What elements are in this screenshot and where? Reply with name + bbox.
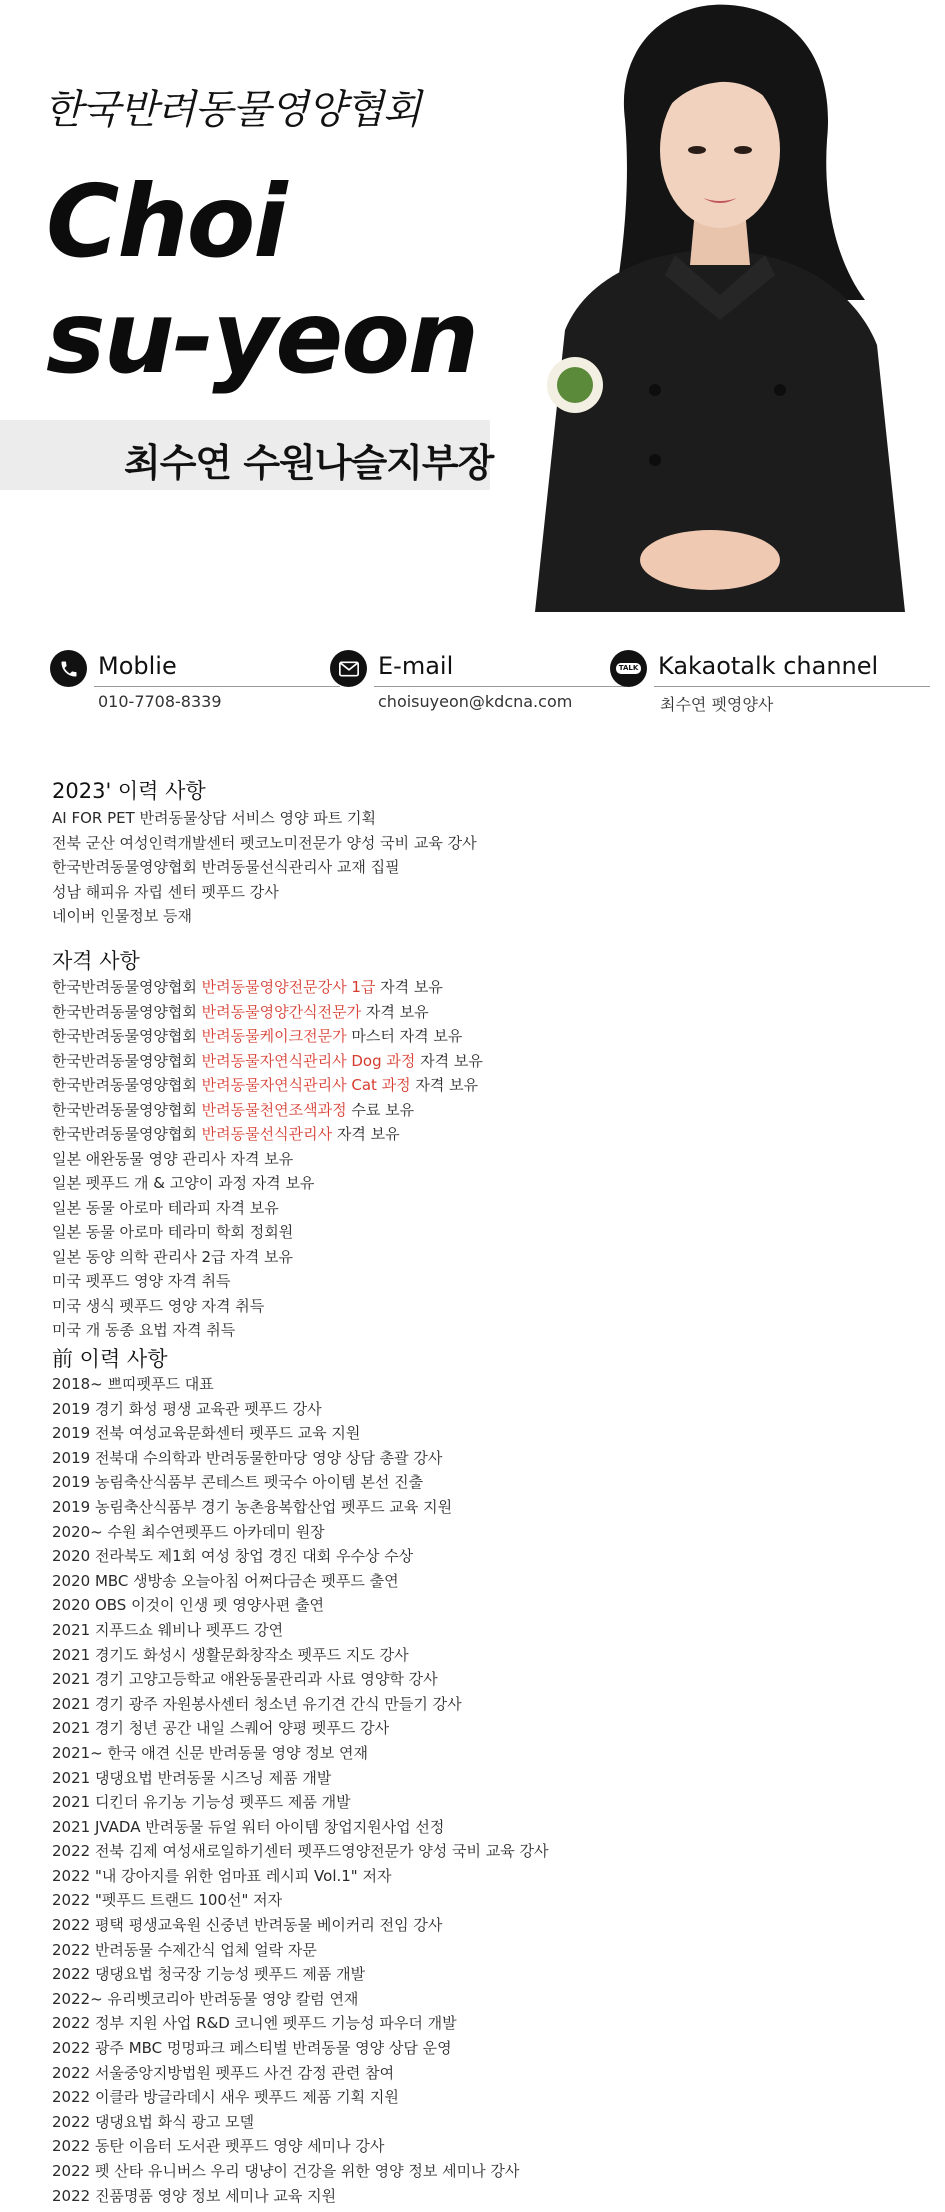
list-item: 2019 전북 여성교육문화센터 펫푸드 교육 지원 [52,1424,361,1443]
list-item: 2021 경기 고양고등학교 애완동물관리과 사료 영양학 강사 [52,1670,438,1689]
email-label: E-mail [378,652,454,680]
qualifications-list [52,975,483,1343]
list-item: 2022 정부 지원 사업 R&D 코니엔 펫푸드 기능성 파우더 개발 [52,2014,457,2033]
list-item: 2021 경기 광주 자원봉사센터 청소년 유기견 간식 만들기 강사 [52,1694,462,1713]
profile-photo [505,0,923,612]
list-item: 미국 생식 펫푸드 영양 자격 취득 [52,1296,265,1315]
name-english-last: su-yeon [46,279,478,396]
list-item: 2020 OBS 이것이 인생 펫 영양사편 출연 [52,1596,325,1615]
list-item: 2022 펫 산타 유니버스 우리 댕냥이 건강을 위한 영양 정보 세미나 강사 [52,2162,520,2180]
list-item: 2022 전북 김제 여성새로일하기센터 펫푸드영양전문가 양성 국비 교육 강사 [52,1842,549,1861]
portrait-illustration [505,0,923,612]
list-item: 2022~ 유리벳코리아 반려동물 영양 칼럼 연재 [52,1989,359,2008]
list-item: 한국반려동물영양협회 반려동물케이크전문가 마스터 자격 보유 [52,1027,463,1045]
list-item: AI FOR PET 반려동물상담 서비스 영양 파트 기획 [52,809,376,827]
mail-icon [330,650,367,687]
list-item: 2022 "펫푸드 트랜드 100선" 저자 [52,1891,283,1910]
list-item: 2021 지푸드쇼 웨비나 펫푸드 강연 [52,1620,284,1639]
list-item: 한국반려동물영양협회 반려동물자연식관리사 Cat 과정 자격 보유 [52,1076,479,1094]
list-item: 2021~ 한국 애견 신문 반려동물 영양 정보 연재 [52,1743,368,1762]
name-title-band [0,420,494,490]
list-item: 한국반려동물영양협회 반려동물선식관리사 자격 보유 [52,1125,400,1143]
list-item: 2022 "내 강아지를 위한 엄마표 레시피 Vol.1" 저자 [52,1866,392,1885]
list-item: 2022 동탄 이음터 도서관 펫푸드 영양 세미나 강사 [52,2137,385,2156]
prior-history-list [52,1372,549,2208]
list-item: 미국 펫푸드 영양 자격 취득 [52,1272,231,1290]
list-item: 2019 전북대 수의학과 반려동물한마당 영양 상담 총괄 강사 [52,1448,443,1467]
list-item: 2021 댕댕요법 반려동물 시즈닝 제품 개발 [52,1768,332,1787]
list-item: 일본 동물 아로마 테라미 학회 정회원 [52,1223,294,1241]
mobile-divider [94,686,340,687]
list-item: 네이버 인물정보 등재 [52,907,192,925]
list-item: 2020~ 수원 최수연펫푸드 아카데미 원장 [52,1522,325,1541]
list-item: 2019 농림축산식품부 경기 농촌융복합산업 펫푸드 교육 지원 [52,1497,453,1516]
list-item: 2022 댕댕요법 청국장 기능성 펫푸드 제품 개발 [52,1965,366,1984]
list-item: 2022 이클라 방글라데시 새우 펫푸드 제품 기획 지원 [52,2088,399,2107]
kakaotalk-value[interactable]: 최수연 펫영양사 [660,695,774,714]
list-item: 2021 경기 청년 공간 내일 스퀘어 양평 펫푸드 강사 [52,1719,390,1738]
email-divider [374,686,626,687]
name-english-first: Choi [46,163,286,280]
kakaotalk-icon-text: TALK [616,663,642,674]
list-item: 미국 개 동종 요법 자격 취득 [52,1321,236,1339]
career-2023-title: 2023' 이력 사항 [52,779,206,803]
list-item: 한국반려동물영양협회 반려동물천연조색과정 수료 보유 [52,1100,415,1119]
list-item: 한국반려동물영양협회 반려동물영양전문강사 1급 자격 보유 [52,978,443,996]
prior-history-title: 前 이력 사항 [52,1347,168,1371]
kakaotalk-icon [610,650,647,687]
list-item: 일본 펫푸드 개 & 고양이 과정 자격 보유 [52,1174,315,1192]
qualifications-title: 자격 사항 [52,949,140,973]
list-item: 2018~ 쁘띠펫푸드 대표 [52,1375,214,1393]
list-item: 일본 동물 아로마 테라피 자격 보유 [52,1198,279,1217]
career-2023-list [52,806,477,929]
list-item: 일본 애완동물 영양 관리사 자격 보유 [52,1149,294,1168]
list-item: 한국반려동물영양협회 반려동물영양간식전문가 자격 보유 [52,1002,429,1021]
list-item: 2022 반려동물 수제간식 업체 얼락 자문 [52,1940,317,1959]
list-item: 2022 광주 MBC 멍멍파크 페스티벌 반려동물 영양 상담 운영 [52,2039,452,2058]
list-item: 2022 서울중앙지방법원 펫푸드 사건 감정 관련 참여 [52,2063,395,2082]
list-item: 한국반려동물영양협회 반려동물자연식관리사 Dog 과정 자격 보유 [52,1051,483,1070]
list-item: 2021 JVADA 반려동물 듀얼 워터 아이템 창업지원사업 선정 [52,1817,445,1836]
list-item: 2020 전라북도 제1회 여성 창업 경진 대회 우수상 수상 [52,1547,414,1566]
list-item: 2020 MBC 생방송 오늘아침 어쩌다금손 펫푸드 출연 [52,1571,399,1590]
mobile-label: Moblie [98,652,177,680]
mobile-value[interactable]: 010-7708-8339 [98,692,222,711]
list-item: 일본 동양 의학 관리사 2급 자격 보유 [52,1247,294,1266]
name-title: 최수연 수원나슬지부장 [124,441,494,485]
list-item: 2019 경기 화성 평생 교육관 펫푸드 강사 [52,1399,322,1418]
list-item: 2022 평택 평생교육원 신중년 반려동물 베이커리 전임 강사 [52,1916,443,1935]
list-item: 2021 경기도 화성시 생활문화창작소 펫푸드 지도 강사 [52,1645,409,1664]
list-item: 2021 디킨더 유기농 기능성 펫푸드 제품 개발 [52,1793,351,1812]
phone-icon [50,650,87,687]
org-name: 한국반려동물영양협회 [44,87,421,133]
kakaotalk-divider [654,686,930,687]
list-item: 2022 댕댕요법 화식 광고 모델 [52,2112,255,2131]
email-value[interactable]: choisuyeon@kdcna.com [378,692,573,711]
list-item: 성남 해피유 자립 센터 펫푸드 강사 [52,882,279,901]
kakaotalk-label: Kakaotalk channel [658,652,879,680]
list-item: 2019 농림축산식품부 콘테스트 펫국수 아이템 본선 진출 [52,1473,424,1492]
list-item: 전북 군산 여성인력개발센터 펫코노미전문가 양성 국비 교육 강사 [52,833,477,852]
list-item: 한국반려동물영양협회 반려동물선식관리사 교재 집필 [52,858,400,876]
list-item: 2022 진품명품 영양 정보 세미나 교육 지원 [52,2186,337,2205]
